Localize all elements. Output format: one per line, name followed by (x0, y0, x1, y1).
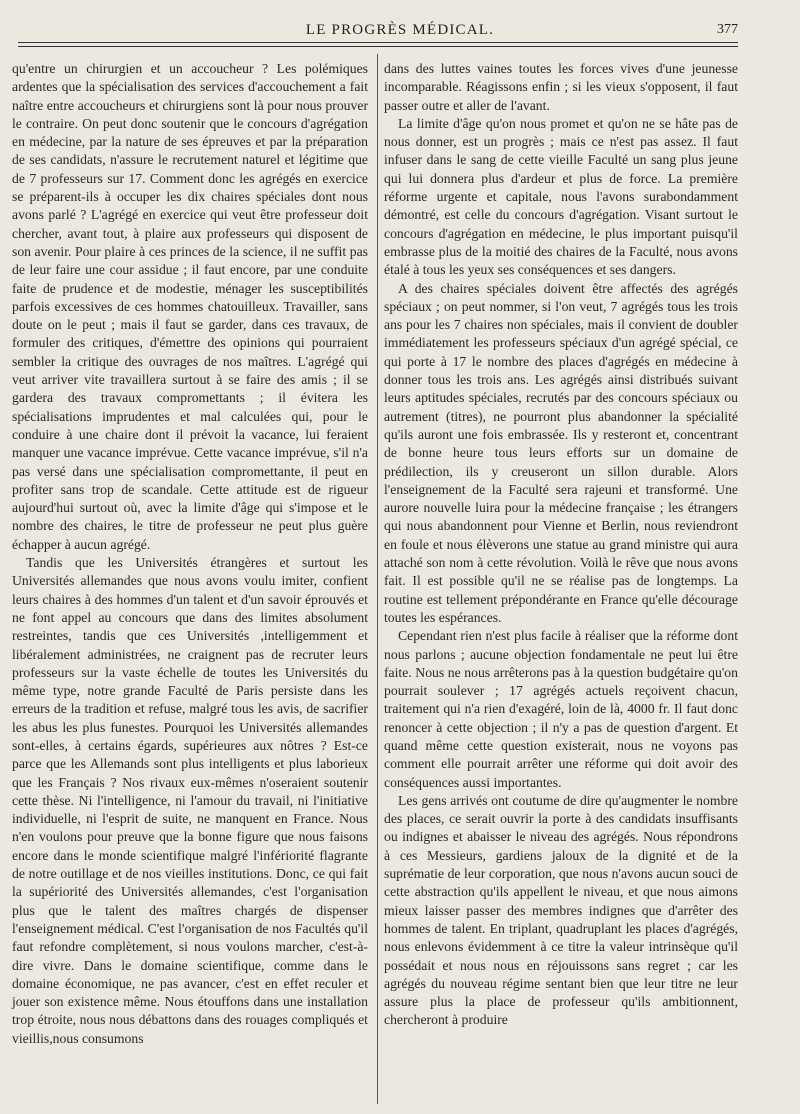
right-paragraph-2: La limite d'âge qu'on nous promet et qu'on ne se hâte pas de nous donner, est un progrès ; mais ce n'est pas assez. Il faut infuser dans le sang de cette vieille Faculté un sang plus jeune qui lui donnera plus d'ardeur et plus de force. La première réforme urgente et capitale, nous l'avons surabondamment démontré, est celle du concours d'agrégation. Visant surtout le concours d'agrégation en médecine, le plus important puisqu'il embrasse plus de la moitié des chaires de la Faculté, nous avons étalé à tous les yeux ses conséquences et ses dangers. (384, 115, 738, 278)
right-column (384, 60, 738, 1030)
right-paragraph-4: Cependant rien n'est plus facile à réaliser que la réforme dont nous parlons ; aucune objection fondamentale ne peut lui être faite. Nous ne nous arrêterons pas à la question budgétaire qu'on pourrait soulever ; 17 agrégés actuels reçoivent chacun, traitement qui n'a rien d'exagéré, loin de là, 4000 fr. Il faut donc renoncer à cette objection ; il n'y a pas de question d'argent. Et quand même cette question existerait, nous ne voyons pas comment elle pourrait arrêter une réforme qui doit avoir des conséquences aussi importantes. (384, 628, 738, 790)
right-paragraph-5: Les gens arrivés ont coutume de dire qu'augmenter le nombre des places, ce serait ouvrir la porte à des candidats insuffisants ou indignes et abaisser le niveau des agrégés. Nous répondrons à ces Messieurs, gardiens jaloux de la dignité et de la suprématie de leur corporation, que nous n'avons aucun souci de cette abstraction qu'ils appellent le niveau, et que nous aimons mieux laisser passer des membres indignes que d'arrêter des hommes de talent. En triplant, quadruplant les places d'agrégés, nous enlevons évidemment à ce titre la valeur intrinsèque qu'il possédait et nous nous en réjouissons sans regret ; car les agrégés du nouveau régime sentant bien que leur titre ne leur assure plus la place de professeur qu'ils ambitionnent, chercheront à produire (384, 792, 738, 1028)
left-column (12, 60, 368, 1048)
right-paragraph-1: dans des luttes vaines toutes les forces vives d'une jeunesse incomparable. Réagissons enfin ; si les vieux s'opposent, il faut passer outre et aller de l'avant. (384, 61, 738, 113)
column-divider (377, 54, 378, 1104)
header-rule-top (18, 42, 738, 43)
page-number: 377 (717, 22, 738, 37)
page-header (0, 22, 800, 42)
left-paragraph-2: Tandis que les Universités étrangères et surtout les Universités allemandes que nous avons voulu imiter, confient leurs chaires à des hommes d'un talent et d'un savoir éprouvés et ne font appel au concours que dans des limites absolument restreintes, tandis que ces Universités ,intelligemment et libéralement administrées, ne craignent pas de recruter leurs professeurs sur la vaste échelle de toutes les Universités du même type, notre grande Faculté de Paris persiste dans les erreurs de la tradition et refuse, malgré tous les avis, de sacrifier les abus les plus funestes. Pourquoi les Universités allemandes sont-elles, à certains égards, supérieures aux nôtres ? Est-ce parce que les Allemands sont plus intelligents et plus laborieux que les Français ? Nos rivaux eux-mêmes n'oseraient soutenir cette thèse. Ni l'intelligence, ni l'amour du travail, ni l'initiative individuelle, ni l'esprit de suite, ne manquent en France. Nous n'en voulons pour preuve que la bonne figure que nous faisons encore dans le monde scientifique malgré l'infériorité flagrante de notre outillage et de nos vieilles institutions. Donc, ce qui fait la supériorité des Universités allemandes, c'est l'organisation plus que le talent des maîtres chargés de dispenser l'enseignement médical. C'est l'organisation de nos Facultés qu'il faut refondre complètement, si nous voulons marcher, c'est-à-dire vivre. Dans le domaine scientifique, comme dans le domaine économique, ne pas avancer, c'est en effet reculer et jouer son existence même. Nous étouffons dans une installation trop étroite, nous nous débattons dans des rouages compliqués et vieillis,nous consumons (12, 555, 368, 1046)
header-rule-bottom (18, 46, 738, 47)
journal-title: LE PROGRÈS MÉDICAL. (305, 22, 495, 38)
left-paragraph-1: qu'entre un chirurgien et un accoucheur ? Les polémiques ardentes que la spécialisation des services d'accouchement a fait naître entre accoucheurs et chirurgiens sont là pour nous prouver le contraire. On peut donc soutenir que le concours d'agrégation en médecine, par la nature de ses épreuves et par la préparation de ses candidats, n'assure le recrutement naturel et légitime que de 7 professeurs sur 17. Comment donc les agrégés en exercice se préparent-ils à occuper les dix chaires spéciales dont nous avons parlé ? L'agrégé en exercice qui veut être professeur doit chercher, avant tout, à plaire aux professeurs qui disposent de son avenir. Pour plaire à ces princes de la science, il ne suffit pas de leur faire une cour assidue ; il faut encore, par une conduite faite de prudence et de modestie, ménager les susceptibilités parfois excessives de ces hommes chatouilleux. Travailler, sans doute on le peut ; mais il faut se garder, dans ces travaux, de formuler des critiques, d'émettre des opinions qui pourraient sembler la critique des ouvrages de nos maîtres. L'agrégé qui veut arriver vite travaillera surtout à se faire des amis ; il se gardera des travaux compromettants ; il évitera les spécialisations imprudentes et mal calculées qui, pour le conduire à une chaire dont il prévoit la vacance, lui feraient manquer une vacance imprévue. Cette vacance imprévue, s'il n'a pas versé dans une spécialisation compromettante, il peut en profiter sans trop de scandale. Cette attitude est de rigueur aujourd'hui surtout où, avec la limite d'âge qui s'impose et le nombre des chaires, le titre de professeur ne peut plus guère échapper à aucun agrégé. (12, 61, 368, 552)
right-paragraph-3: A des chaires spéciales doivent être affectés des agrégés spéciaux ; on peut nommer, si l'on veut, 7 agrégés tous les trois ans pour les 7 chaires non spéciales, mais il convient de doubler immédiatement les professeurs spéciaux d'un agrégé spécial, ce qui porte à 17 le nombre des places d'agrégés en médecine à donner tous les trois ans. Les agrégés ainsi distribués suivant leurs aptitudes spéciales, recrutés par des concours spéciaux ou autrement (titres), ne pourront plus abandonner la spécialité qu'ils auront une fois embrassée. Ils y resteront et, concentrant de bonne heure tous leurs efforts sur un domaine de prédilection, ils y creuseront un sillon durable. Alors l'enseignement de la Faculté sera rajeuni et transformé. Une aurore nouvelle luira pour la médecine française ; les étrangers qui nous abandonnent pour Vienne et Berlin, nous reviendront en foule et nous élèverons une statue au grand ministre qui aura attaché son nom à cette révolution. Voilà le rêve que nous avons fait. Il est possible qu'il ne se réalise pas de longtemps. La routine est tellement prépondérante en France qu'elle décourage toutes les espérances. (384, 280, 738, 625)
